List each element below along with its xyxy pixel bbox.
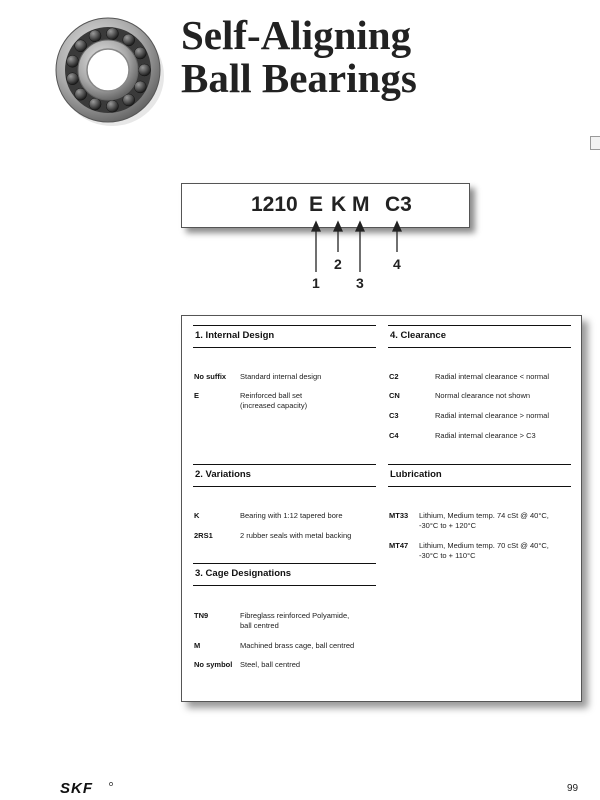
cage-desc-3: Steel, ball centred — [240, 660, 301, 669]
page-title — [181, 14, 417, 100]
bearing-ball — [134, 81, 146, 93]
section-lubrication-heading: Lubrication — [388, 464, 571, 487]
callout-1: 1 — [312, 275, 320, 291]
designation-suffix-4: C3 — [385, 193, 412, 216]
internal-design-desc-2a: Reinforced ball set — [240, 391, 303, 400]
callout-2: 2 — [334, 256, 342, 272]
section-internal-design-heading: 1. Internal Design — [193, 325, 376, 348]
lubrication-desc-1a: Lithium, Medium temp. 74 cSt @ 40°C, — [419, 511, 549, 520]
cage-desc-1a: Fibreglass reinforced Polyamide, — [240, 611, 350, 620]
bearing-ball — [123, 94, 135, 106]
cage-desc-1b: ball centred — [240, 621, 279, 630]
bearing-ball — [75, 40, 87, 52]
suffix-table — [181, 315, 582, 702]
internal-design-desc-2b: (increased capacity) — [240, 401, 308, 410]
section-cage-heading: 3. Cage Designations — [193, 563, 376, 586]
clearance-desc-2: Normal clearance not shown — [435, 391, 531, 400]
cage-code-2: M — [194, 641, 201, 650]
clearance-desc-3: Radial internal clearance > normal — [435, 411, 550, 420]
bearing-image — [52, 14, 164, 126]
clearance-desc-4: Radial internal clearance > C3 — [435, 431, 536, 440]
designation-base: 1210 — [251, 193, 298, 216]
lubrication-code-1: MT33 — [389, 511, 409, 520]
clearance-code-1: C2 — [389, 372, 399, 381]
bearing-ball — [106, 28, 118, 40]
bearing-ball — [134, 47, 146, 59]
bearing-ball — [67, 55, 79, 67]
bearing-ball — [89, 30, 101, 42]
designation-suffix-3: M — [352, 193, 370, 216]
clearance-desc-1: Radial internal clearance < normal — [435, 372, 550, 381]
internal-design-desc-1: Standard internal design — [240, 372, 322, 381]
bearing-ball — [106, 100, 118, 112]
skf-logo-text: SKF — [60, 780, 93, 796]
clearance-code-2: CN — [389, 391, 400, 400]
clearance-code-3: C3 — [389, 411, 399, 420]
internal-design-code-2: E — [194, 391, 200, 400]
section-variations-heading: 2. Variations — [193, 464, 376, 487]
designation-box — [181, 183, 470, 228]
page-edge-tab — [590, 136, 600, 150]
bearing-ball — [123, 34, 135, 46]
bearing-ball — [67, 73, 79, 85]
title-line-2: Ball Bearings — [181, 55, 417, 101]
designation-suffix-1: E — [309, 193, 324, 216]
bearing-ball — [89, 98, 101, 110]
variations-code-2: 2RS1 — [194, 531, 213, 540]
callout-4: 4 — [393, 256, 401, 272]
lubrication-code-2: MT47 — [389, 541, 409, 550]
bearing-ball — [139, 64, 151, 76]
title-line-1: Self-Aligning — [181, 12, 412, 58]
page-number: 99 — [567, 783, 579, 794]
variations-desc-2: 2 rubber seals with metal backing — [240, 531, 352, 540]
callout-3: 3 — [356, 275, 364, 291]
variations-desc-1: Bearing with 1:12 tapered bore — [240, 511, 343, 520]
internal-design-code-1: No suffix — [194, 372, 227, 381]
cage-code-1: TN9 — [194, 611, 209, 620]
lubrication-desc-1b: -30°C to + 120°C — [419, 521, 477, 530]
designation-suffix-2: K — [331, 193, 347, 216]
lubrication-desc-2b: -30°C to + 110°C — [419, 551, 476, 560]
lubrication-desc-2a: Lithium, Medium temp. 70 cSt @ 40°C, — [419, 541, 549, 550]
cage-desc-2: Machined brass cage, ball centred — [240, 641, 355, 650]
skf-logo — [60, 780, 116, 796]
bearing-ball — [75, 88, 87, 100]
cage-code-3: No symbol — [194, 660, 233, 669]
variations-code-1: K — [194, 511, 200, 520]
clearance-code-4: C4 — [389, 431, 399, 440]
section-clearance-heading: 4. Clearance — [388, 325, 571, 348]
